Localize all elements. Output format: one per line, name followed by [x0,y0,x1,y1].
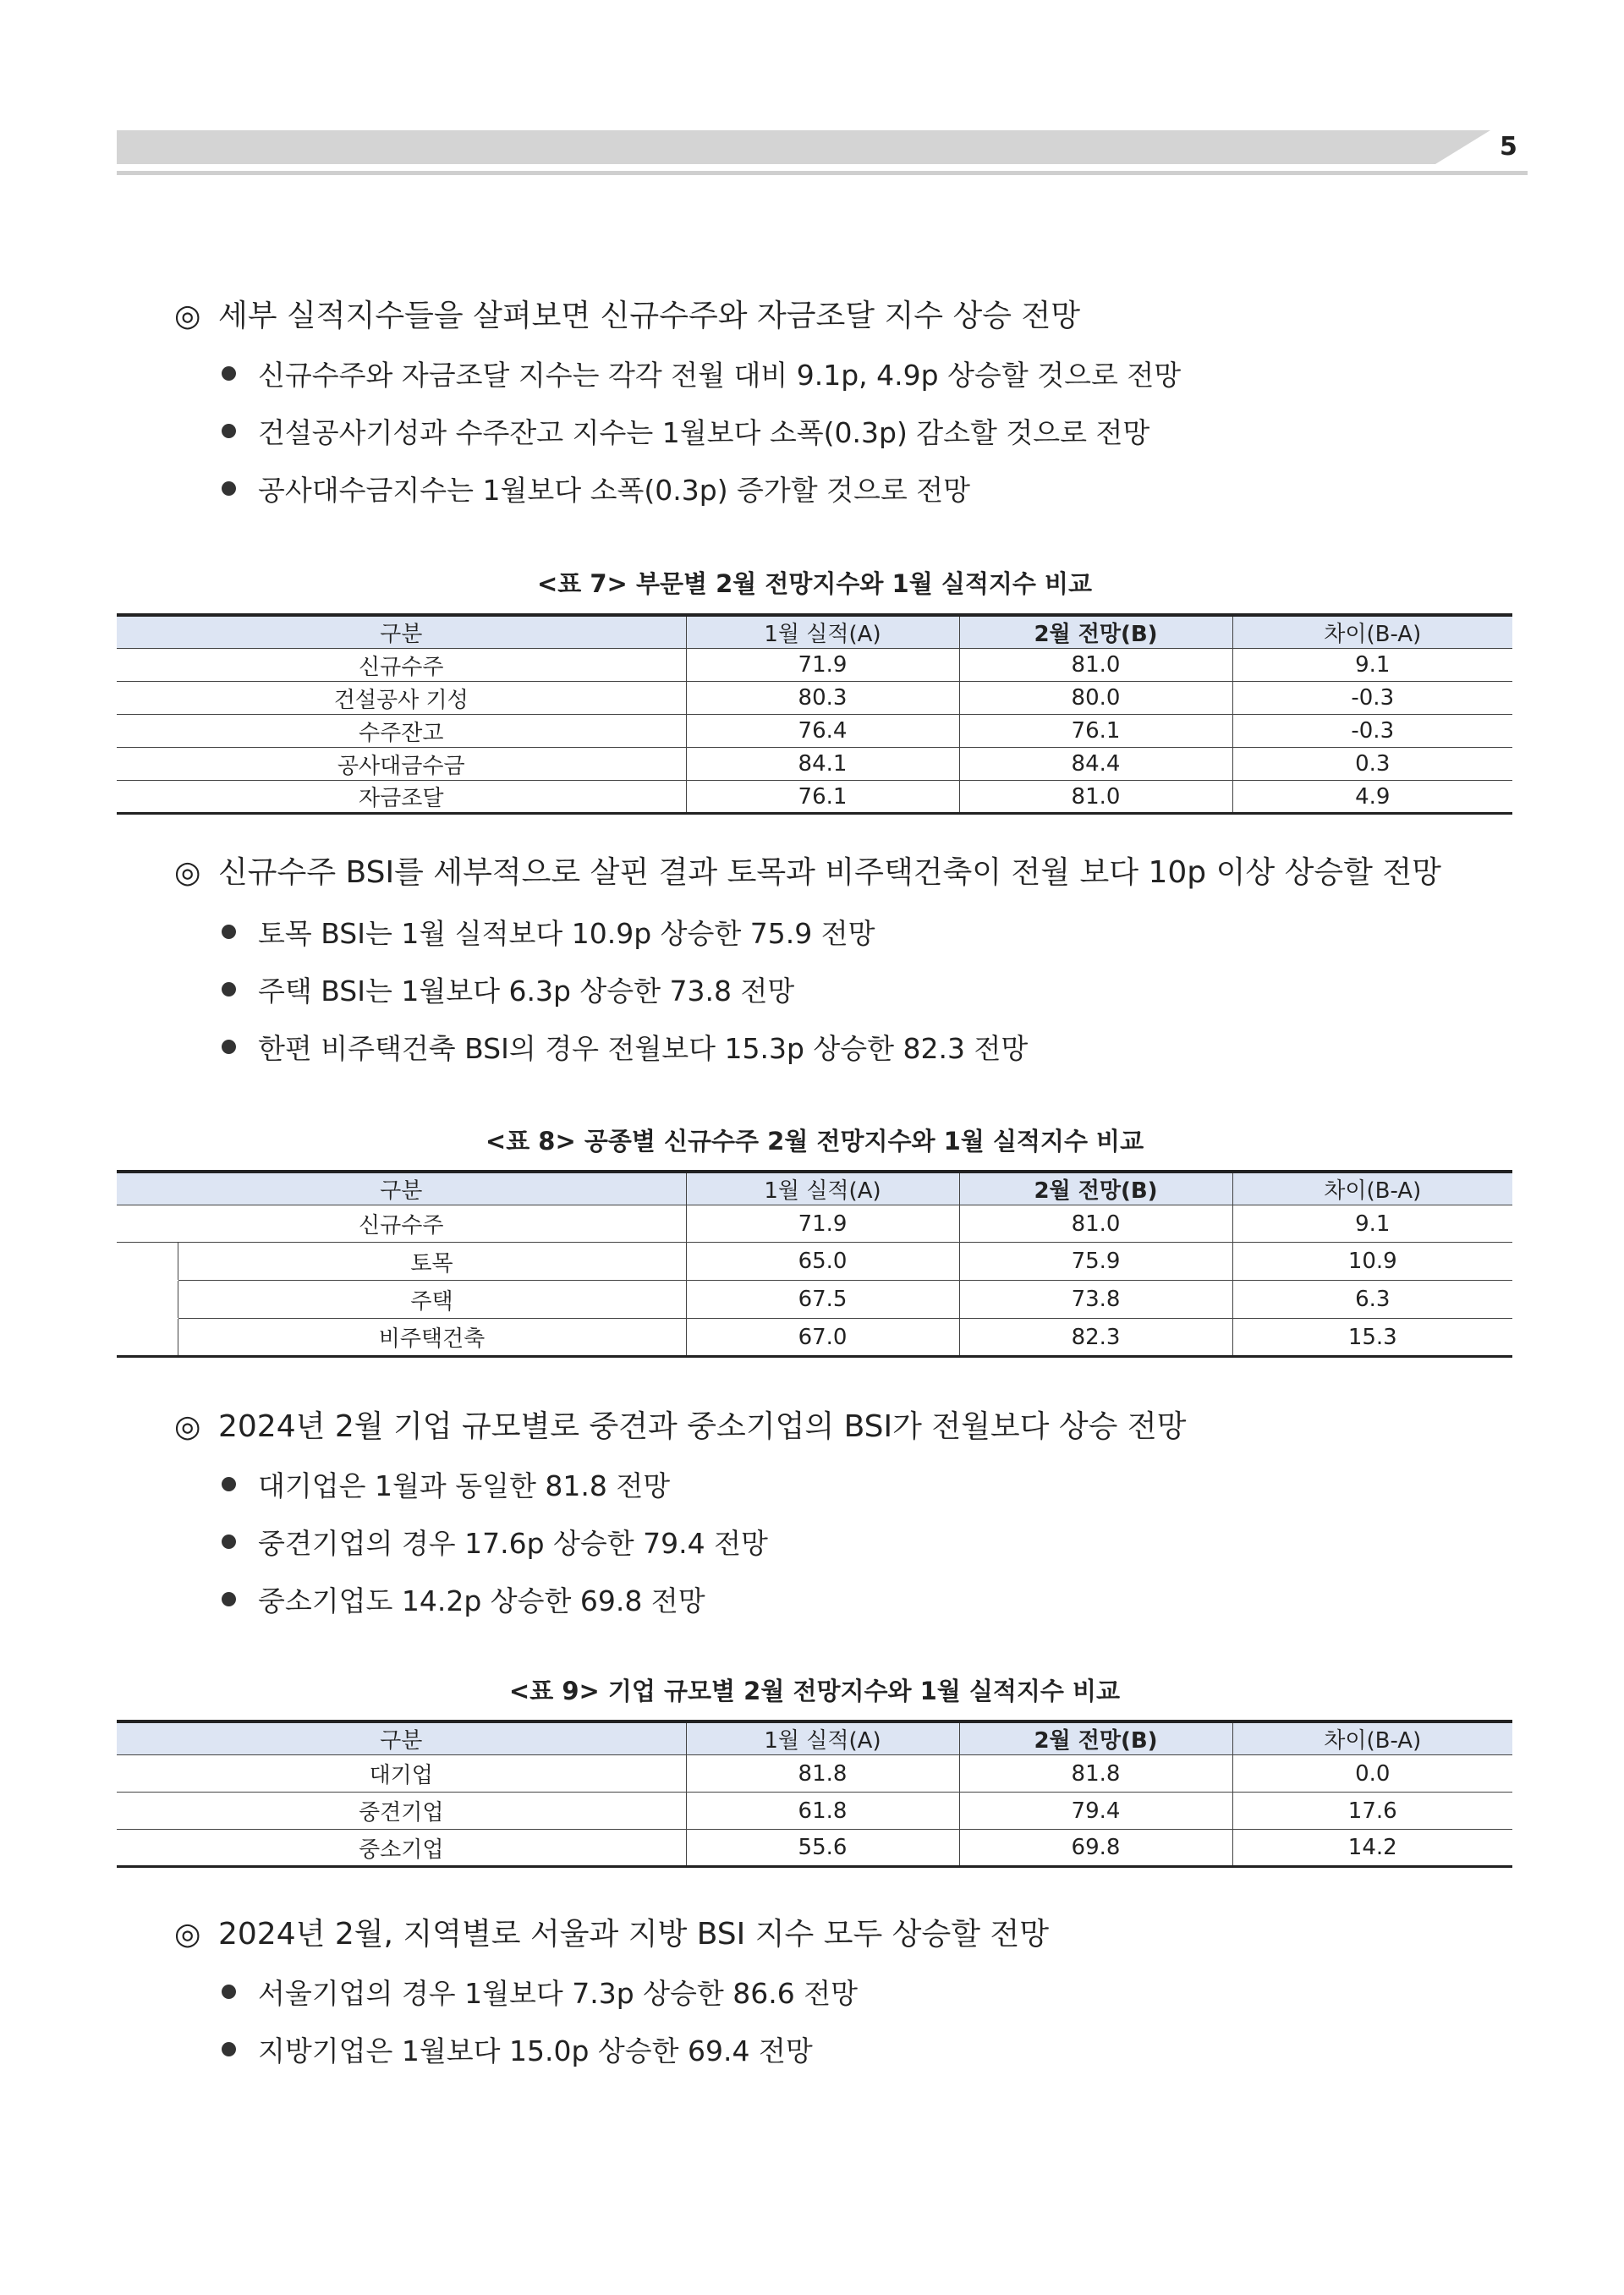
bullet-dot-icon [222,366,236,381]
table-row [117,1205,1512,1243]
row-label: 중소기업 [117,1830,686,1867]
row-label: 신규수주 [117,1205,686,1243]
table-row [117,1830,1512,1867]
column-header: 차이(B-A) [1232,615,1512,649]
cell-difference: 0.3 [1232,748,1512,781]
bullet-item: 중소기업도 14.2p 상승한 69.8 전망 [222,1579,705,1619]
section-heading-text: 세부 실적지수들을 살펴보면 신규수주와 자금조달 지수 상승 전망 [218,299,1081,333]
cell-actual: 76.1 [686,781,959,814]
cell-difference: -0.3 [1232,682,1512,715]
column-header: 1월 실적(A) [686,1172,959,1205]
section-heading-1 [174,292,1080,335]
table-row [117,682,1512,715]
section-heading-4 [174,1910,1049,1953]
row-label: 대기업 [117,1755,686,1793]
column-header: 1월 실적(A) [686,615,959,649]
column-header: 구분 [117,615,686,649]
bullet-item: 대기업은 1월과 동일한 81.8 전망 [222,1464,670,1504]
header-rule [117,171,1528,175]
section-heading-text: 신규수주 BSI를 세부적으로 살핀 결과 토목과 비주택건축이 전월 보다 10p 이상 상승할 전망 [218,855,1441,890]
cell-forecast: 76.1 [959,715,1232,748]
cell-forecast: 79.4 [959,1793,1232,1830]
cell-actual: 65.0 [686,1243,959,1281]
cell-forecast: 81.8 [959,1755,1232,1793]
cell-difference: 14.2 [1232,1830,1512,1867]
cell-forecast: 81.0 [959,781,1232,814]
page-header [117,130,1528,181]
double-circle-icon: ◎ [174,855,201,890]
cell-forecast: 81.0 [959,649,1232,682]
table-row [117,748,1512,781]
bullet-dot-icon [222,1592,236,1606]
cell-actual: 80.3 [686,682,959,715]
row-label: 수주잔고 [117,715,686,748]
cell-actual: 67.0 [686,1319,959,1357]
cell-forecast: 81.0 [959,1205,1232,1243]
column-header: 1월 실적(A) [686,1721,959,1755]
section-heading-text: 2024년 2월 기업 규모별로 중견과 중소기업의 BSI가 전월보다 상승 전망 [218,1409,1187,1444]
cell-difference: 9.1 [1232,649,1512,682]
cell-actual: 76.4 [686,715,959,748]
row-label: 중견기업 [117,1793,686,1830]
bullet-item: 지방기업은 1월보다 15.0p 상승한 69.4 전망 [222,2029,813,2069]
cell-actual: 61.8 [686,1793,959,1830]
bullet-dot-icon [222,424,236,438]
bullet-item: 토목 BSI는 1월 실적보다 10.9p 상승한 75.9 전망 [222,912,875,952]
section-heading-2 [174,848,1441,892]
row-label: 건설공사 기성 [117,682,686,715]
cell-difference: 4.9 [1232,781,1512,814]
bullet-dot-icon [222,1985,236,1999]
bullet-dot-icon [222,982,236,997]
indent-cell [117,1319,178,1357]
column-header: 2월 전망(B) [959,1721,1232,1755]
column-header: 2월 전망(B) [959,1172,1232,1205]
table-row [117,1319,1512,1357]
table-row [117,649,1512,682]
table-9-caption: <표 9> 기업 규모별 2월 전망지수와 1월 실적지수 비교 [508,1677,1121,1705]
cell-difference: 10.9 [1232,1243,1512,1281]
bullet-dot-icon [222,481,236,496]
table-row [117,781,1512,814]
cell-difference: 15.3 [1232,1319,1512,1357]
table-row [117,715,1512,748]
bullet-dot-icon [222,1040,236,1054]
cell-difference: 17.6 [1232,1793,1512,1830]
bullet-item: 한편 비주택건축 BSI의 경우 전월보다 15.3p 상승한 82.3 전망 [222,1027,1028,1067]
cell-forecast: 82.3 [959,1319,1232,1357]
table-8-caption: <표 8> 공종별 신규수주 2월 전망지수와 1월 실적지수 비교 [485,1127,1144,1156]
row-label: 신규수주 [117,649,686,682]
cell-difference: 0.0 [1232,1755,1512,1793]
table-row [117,1755,1512,1793]
cell-difference: -0.3 [1232,715,1512,748]
table-row [117,1793,1512,1830]
cell-forecast: 80.0 [959,682,1232,715]
bullet-item: 서울기업의 경우 1월보다 7.3p 상승한 86.6 전망 [222,1972,858,2012]
bullet-item: 주택 BSI는 1월보다 6.3p 상승한 73.8 전망 [222,969,794,1009]
table-9 [117,1720,1512,1868]
cell-actual: 71.9 [686,1205,959,1243]
indent-cell [117,1243,178,1281]
section-heading-text: 2024년 2월, 지역별로 서울과 지방 BSI 지수 모두 상승할 전망 [218,1917,1050,1952]
double-circle-icon: ◎ [174,1917,201,1952]
table-row [117,1281,1512,1319]
bullet-item: 건설공사기성과 수주잔고 지수는 1월보다 소폭(0.3p) 감소할 것으로 전망 [222,411,1149,451]
table-7 [117,613,1512,815]
table-8 [117,1170,1512,1358]
cell-difference: 6.3 [1232,1281,1512,1319]
cell-forecast: 73.8 [959,1281,1232,1319]
column-header: 구분 [117,1721,686,1755]
column-header: 2월 전망(B) [959,615,1232,649]
cell-difference: 9.1 [1232,1205,1512,1243]
cell-forecast: 69.8 [959,1830,1232,1867]
cell-forecast: 84.4 [959,748,1232,781]
bullet-item: 중견기업의 경우 17.6p 상승한 79.4 전망 [222,1522,768,1562]
row-label: 토목 [178,1243,686,1281]
bullet-dot-icon [222,2042,236,2056]
header-band [117,130,1490,164]
column-header: 차이(B-A) [1232,1721,1512,1755]
column-header: 구분 [117,1172,686,1205]
table-row [117,1243,1512,1281]
row-label: 비주택건축 [178,1319,686,1357]
bullet-dot-icon [222,1535,236,1549]
cell-forecast: 75.9 [959,1243,1232,1281]
section-heading-3 [174,1403,1186,1446]
page-number: 5 [1500,132,1517,162]
cell-actual: 84.1 [686,748,959,781]
cell-actual: 71.9 [686,649,959,682]
column-header: 차이(B-A) [1232,1172,1512,1205]
double-circle-icon: ◎ [174,299,201,333]
row-label: 주택 [178,1281,686,1319]
cell-actual: 81.8 [686,1755,959,1793]
table-7-caption: <표 7> 부문별 2월 전망지수와 1월 실적지수 비교 [536,569,1093,598]
bullet-dot-icon [222,925,236,939]
row-label: 자금조달 [117,781,686,814]
cell-actual: 55.6 [686,1830,959,1867]
bullet-item: 공사대수금지수는 1월보다 소폭(0.3p) 증가할 것으로 전망 [222,469,970,508]
indent-cell [117,1281,178,1319]
double-circle-icon: ◎ [174,1409,201,1444]
bullet-dot-icon [222,1477,236,1491]
row-label: 공사대금수금 [117,748,686,781]
bullet-item: 신규수주와 자금조달 지수는 각각 전월 대비 9.1p, 4.9p 상승할 것으로 전망 [222,354,1181,393]
cell-actual: 67.5 [686,1281,959,1319]
